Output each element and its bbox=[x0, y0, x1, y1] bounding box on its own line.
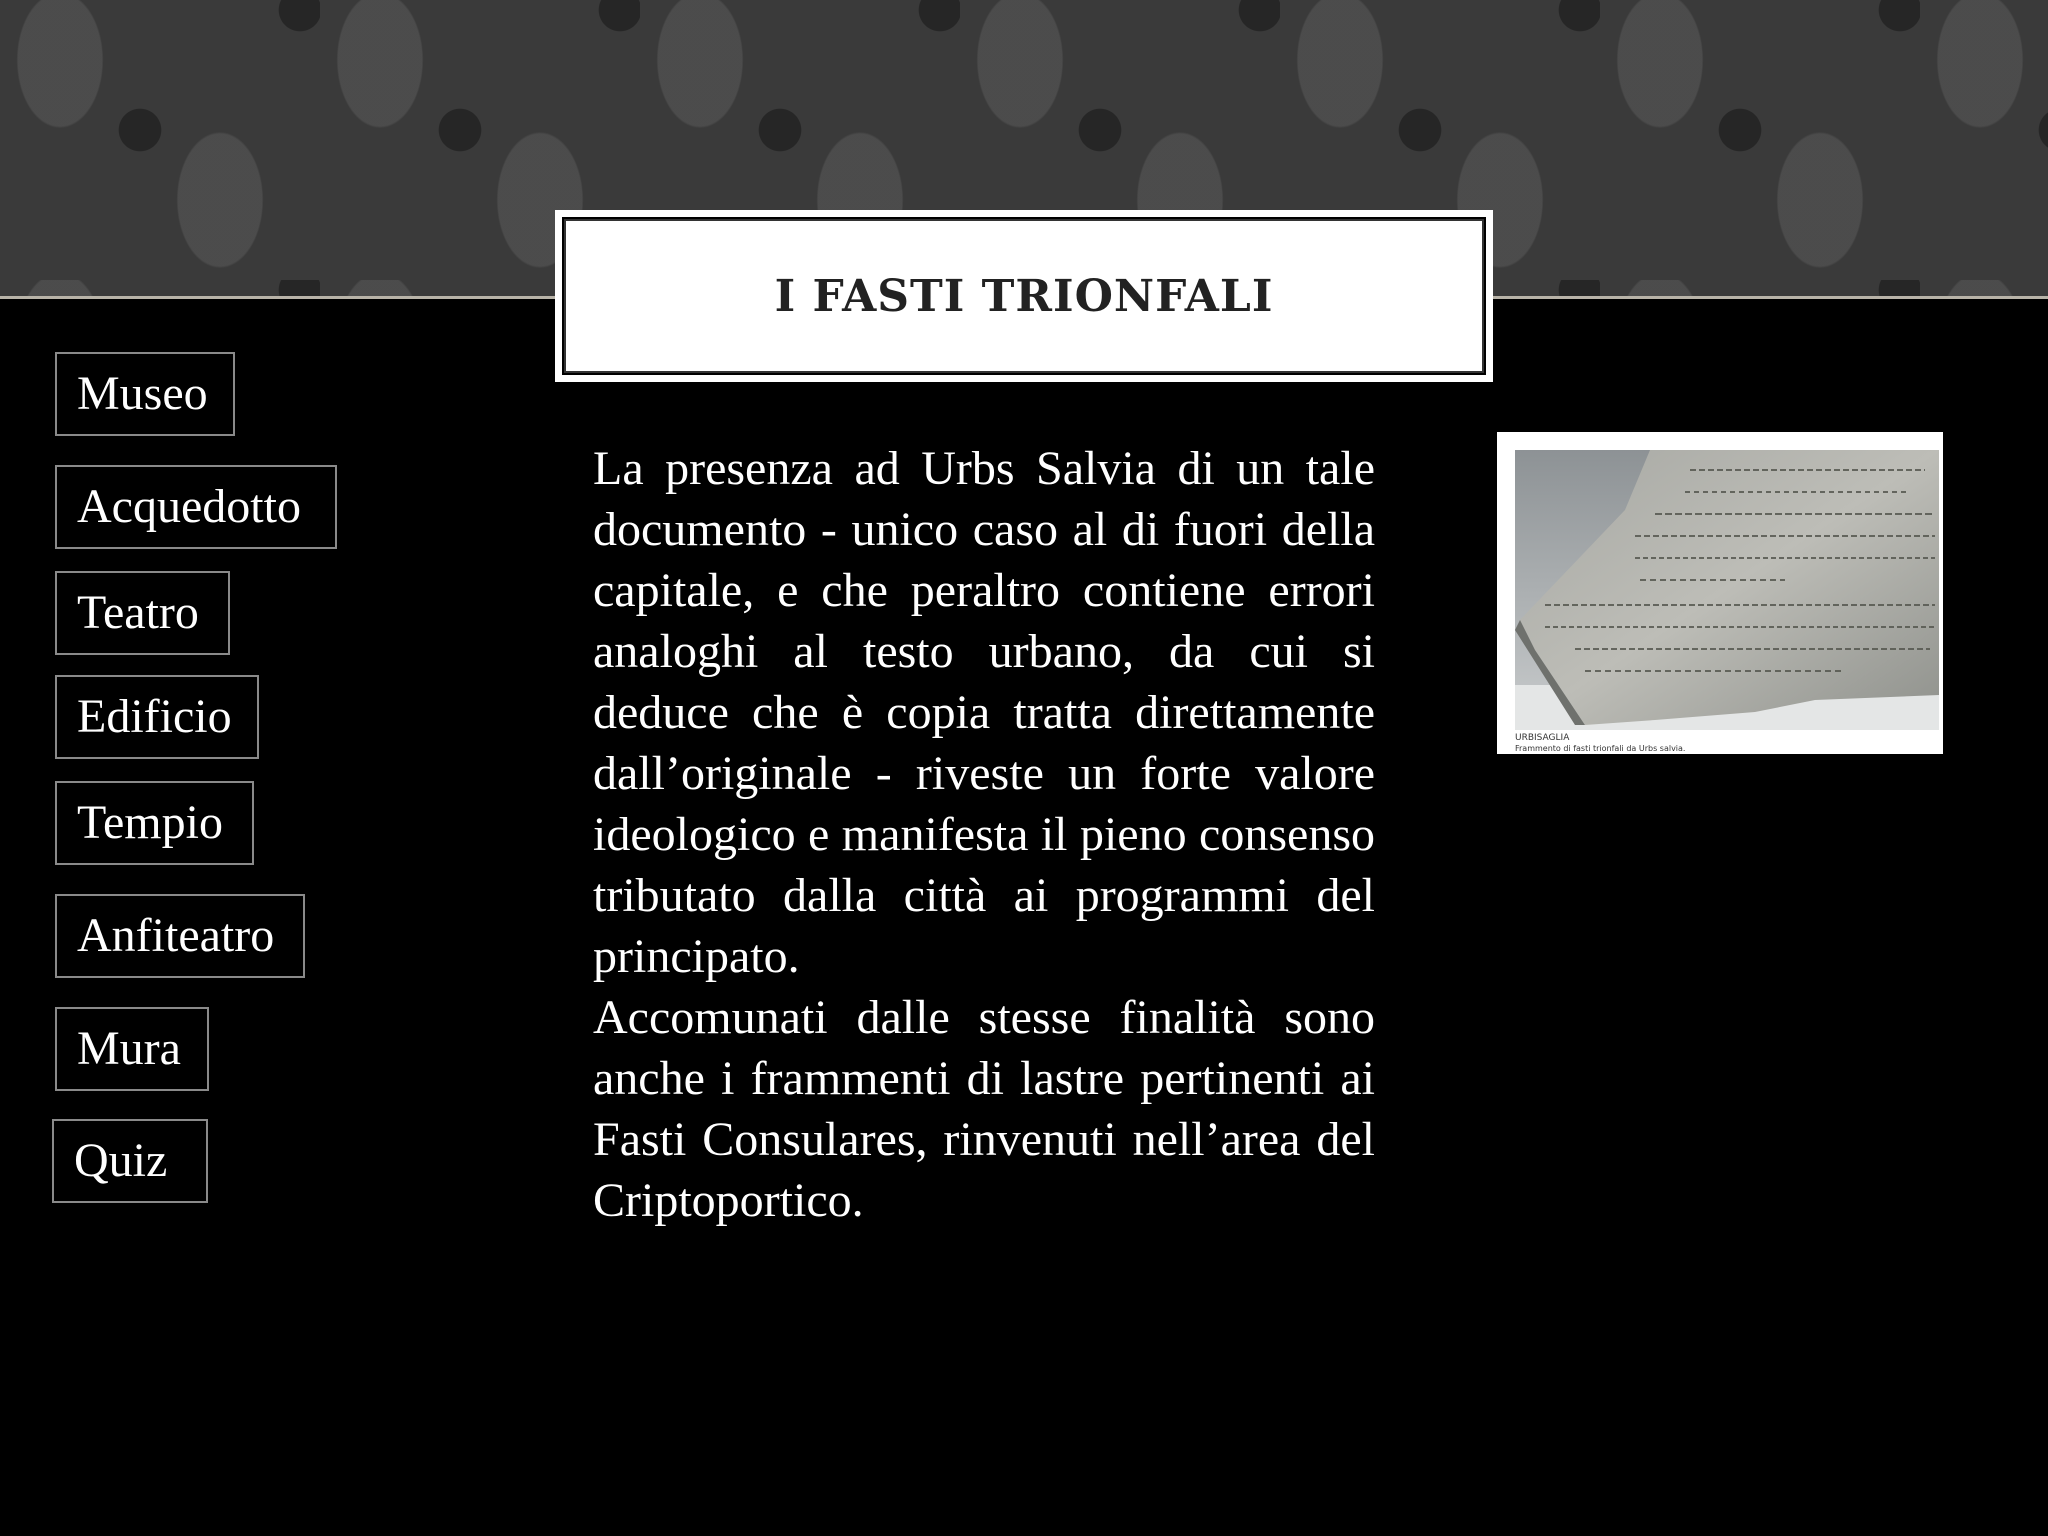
inscription-photo bbox=[1497, 432, 1943, 754]
nav-button-mura[interactable]: Mura bbox=[55, 1007, 209, 1091]
nav-button-teatro[interactable]: Teatro bbox=[55, 571, 230, 655]
page-title: I FASTI TRIONFALI bbox=[774, 270, 1274, 322]
nav-button-museo[interactable]: Museo bbox=[55, 352, 235, 436]
body-text bbox=[593, 438, 1375, 1231]
title-box bbox=[555, 210, 1493, 382]
nav-button-anfiteatro[interactable]: Anfiteatro bbox=[55, 894, 305, 978]
photo-caption-text: Frammento di fasti trionfali da Urbs salvia. bbox=[1515, 744, 1686, 753]
stone-fragment-image bbox=[1515, 450, 1939, 730]
nav-button-quiz[interactable]: Quiz bbox=[52, 1119, 208, 1203]
nav-button-acquedotto[interactable]: Acquedotto bbox=[55, 465, 337, 549]
nav-button-tempio[interactable]: Tempio bbox=[55, 781, 254, 865]
body-paragraph-1: La presenza ad Urbs Salvia di un tale documento - unico caso al di fuori della capitale, e che peraltro contiene errori analoghi al testo urbano, da cui si deduce che è copia tratta direttamente dall’originale - riveste un forte valore ideologico e manifesta il pieno consenso tributato dalla città ai programmi del principato. bbox=[593, 442, 1375, 983]
photo-caption-place: URBISAGLIA bbox=[1515, 733, 1570, 743]
body-paragraph-2: Accomunati dalle stesse finalità sono anche i frammenti di lastre pertinenti ai Fasti Consulares, rinvenuti nell’area del Criptoportico. bbox=[593, 991, 1375, 1227]
nav-button-edificio[interactable]: Edificio bbox=[55, 675, 259, 759]
